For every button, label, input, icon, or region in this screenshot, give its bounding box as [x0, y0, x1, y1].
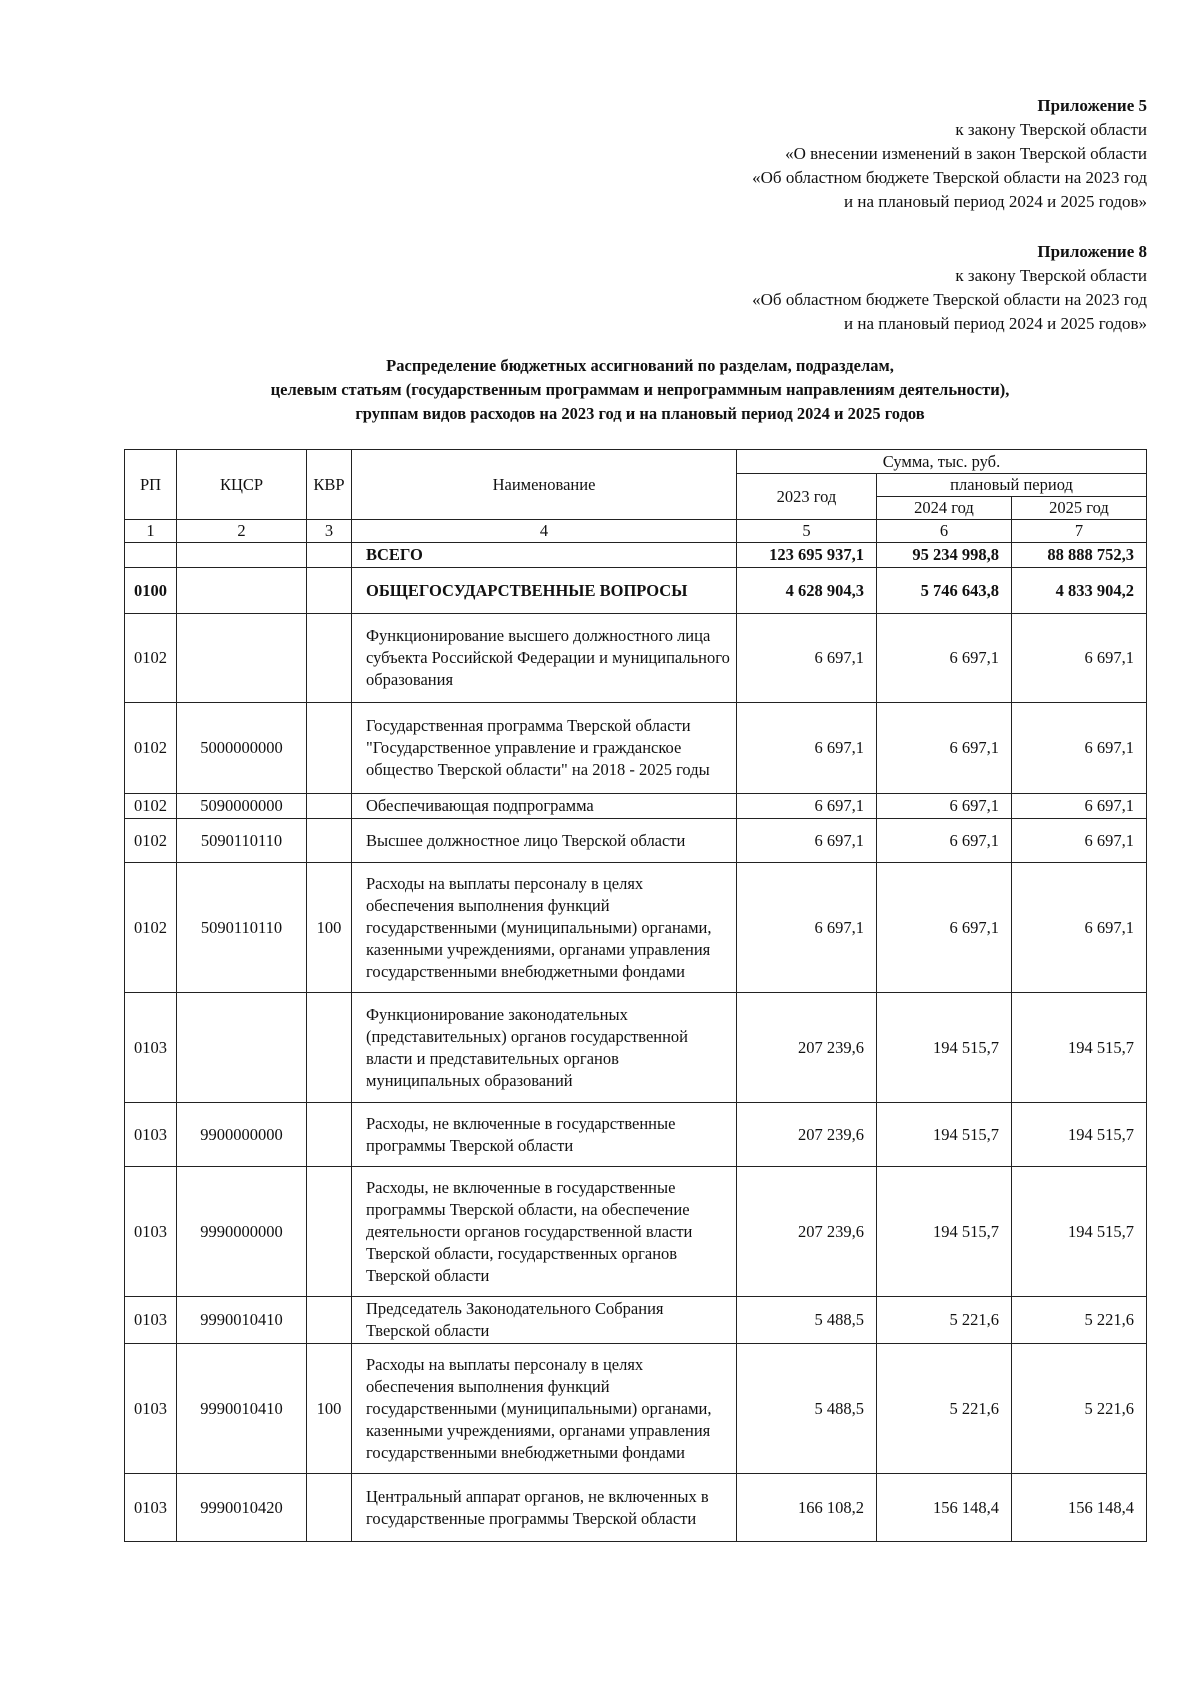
header-name: Наименование: [352, 450, 737, 520]
cell-name: ОБЩЕГОСУДАРСТВЕННЫЕ ВОПРОСЫ: [352, 568, 737, 614]
cell-2025: 156 148,4: [1012, 1474, 1147, 1542]
document-title: [0, 354, 1200, 426]
cell-name: Центральный аппарат органов, не включенных в государственные программы Тверской области: [352, 1474, 737, 1542]
cell-2024: 6 697,1: [877, 794, 1012, 819]
cell-2023: 166 108,2: [737, 1474, 877, 1542]
cell-name: Функционирование высшего должностного лица субъекта Российской Федерации и муниципального образования: [352, 614, 737, 703]
table-row: [125, 614, 1147, 703]
table-row: [125, 1103, 1147, 1167]
table-row: [125, 1167, 1147, 1297]
cell-2024: 5 221,6: [877, 1297, 1012, 1344]
cell-2023: 6 697,1: [737, 819, 877, 863]
appendix-5-title: Приложение 5: [1037, 96, 1147, 115]
cell-kvr: [307, 1103, 352, 1167]
cell-kvr: [307, 543, 352, 568]
table-row: [125, 863, 1147, 993]
cell-rp: 0100: [125, 568, 177, 614]
header-planned-period: плановый период: [877, 474, 1147, 497]
cell-kvr: [307, 1167, 352, 1297]
cell-2024: 194 515,7: [877, 1167, 1012, 1297]
cell-2025: 4 833 904,2: [1012, 568, 1147, 614]
cell-2025: 6 697,1: [1012, 863, 1147, 993]
cell-2025: 88 888 752,3: [1012, 543, 1147, 568]
budget-table: [124, 449, 1147, 1542]
cell-kcsr: [177, 993, 307, 1103]
col-number: 3: [307, 520, 352, 543]
col-number: 1: [125, 520, 177, 543]
cell-name: Высшее должностное лицо Тверской области: [352, 819, 737, 863]
cell-2023: 6 697,1: [737, 863, 877, 993]
table-row: [125, 1474, 1147, 1542]
cell-kcsr: 5090110110: [177, 863, 307, 993]
cell-2023: 207 239,6: [737, 1103, 877, 1167]
cell-2023: 207 239,6: [737, 993, 877, 1103]
appendix-5-line: «Об областном бюджете Тверской области на 2023 год: [752, 168, 1147, 187]
appendix-8-title: Приложение 8: [1037, 242, 1147, 261]
cell-kvr: [307, 794, 352, 819]
col-number: 7: [1012, 520, 1147, 543]
cell-name: Расходы, не включенные в государственные программы Тверской области: [352, 1103, 737, 1167]
table-body: [125, 543, 1147, 1542]
cell-rp: 0102: [125, 703, 177, 794]
cell-rp: 0103: [125, 1167, 177, 1297]
header-year-2025: 2025 год: [1012, 497, 1147, 520]
table-row: [125, 1297, 1147, 1344]
table-row: [125, 1344, 1147, 1474]
cell-2024: 6 697,1: [877, 819, 1012, 863]
cell-2024: 6 697,1: [877, 703, 1012, 794]
cell-2024: 5 221,6: [877, 1344, 1012, 1474]
cell-name: Обеспечивающая подпрограмма: [352, 794, 737, 819]
cell-2024: 156 148,4: [877, 1474, 1012, 1542]
col-number: 6: [877, 520, 1012, 543]
table-row: [125, 568, 1147, 614]
table-row: [125, 703, 1147, 794]
cell-kvr: 100: [307, 1344, 352, 1474]
cell-kcsr: 5090000000: [177, 794, 307, 819]
cell-kcsr: 9990000000: [177, 1167, 307, 1297]
cell-name: Председатель Законодательного Собрания Тверской области: [352, 1297, 737, 1344]
cell-rp: 0102: [125, 863, 177, 993]
cell-2023: 5 488,5: [737, 1344, 877, 1474]
cell-rp: 0102: [125, 819, 177, 863]
appendix-5-line: и на плановый период 2024 и 2025 годов»: [844, 192, 1147, 211]
table-row: [125, 543, 1147, 568]
cell-kcsr: 9990010420: [177, 1474, 307, 1542]
cell-2024: 194 515,7: [877, 1103, 1012, 1167]
cell-name: Функционирование законодательных (представительных) органов государственной власти и представительных органов муниципальных образований: [352, 993, 737, 1103]
header-kvr: КВР: [307, 450, 352, 520]
document-title-line: группам видов расходов на 2023 год и на плановый период 2024 и 2025 годов: [355, 404, 925, 423]
cell-name: ВСЕГО: [352, 543, 737, 568]
cell-name: Расходы на выплаты персоналу в целях обеспечения выполнения функций государственными (муниципальными) органами, казенными учреждениями, органами управления государственными внебюджетными фондами: [352, 1344, 737, 1474]
cell-rp: 0102: [125, 614, 177, 703]
header-year-2024: 2024 год: [877, 497, 1012, 520]
header-sum: Сумма, тыс. руб.: [737, 450, 1147, 474]
cell-kcsr: 9990010410: [177, 1297, 307, 1344]
cell-2023: 123 695 937,1: [737, 543, 877, 568]
cell-2025: 194 515,7: [1012, 1103, 1147, 1167]
appendix-5-line: к закону Тверской области: [955, 120, 1147, 139]
cell-rp: [125, 543, 177, 568]
cell-kcsr: 9900000000: [177, 1103, 307, 1167]
cell-kvr: [307, 614, 352, 703]
cell-2025: 194 515,7: [1012, 993, 1147, 1103]
appendix-8-line: к закону Тверской области: [955, 266, 1147, 285]
cell-kcsr: [177, 614, 307, 703]
cell-2023: 4 628 904,3: [737, 568, 877, 614]
document-title-line: целевым статьям (государственным программам и непрограммным направлениям деятельности),: [270, 380, 1010, 399]
cell-2023: 6 697,1: [737, 703, 877, 794]
cell-kvr: [307, 703, 352, 794]
col-number: 4: [352, 520, 737, 543]
cell-kvr: [307, 1297, 352, 1344]
cell-rp: 0103: [125, 1103, 177, 1167]
appendix-5-line: «О внесении изменений в закон Тверской области: [785, 144, 1147, 163]
cell-kvr: [307, 568, 352, 614]
header-year-2023: 2023 год: [737, 474, 877, 520]
header-rp: РП: [125, 450, 177, 520]
appendix-5-header: [752, 94, 1147, 214]
cell-kvr: [307, 993, 352, 1103]
cell-2025: 6 697,1: [1012, 614, 1147, 703]
cell-kvr: [307, 819, 352, 863]
cell-2025: 6 697,1: [1012, 703, 1147, 794]
cell-2025: 6 697,1: [1012, 819, 1147, 863]
cell-2024: 6 697,1: [877, 614, 1012, 703]
cell-name: Расходы на выплаты персоналу в целях обеспечения выполнения функций государственными (муниципальными) органами, казенными учреждениями, органами управления государственными внебюджетными фондами: [352, 863, 737, 993]
cell-2025: 6 697,1: [1012, 794, 1147, 819]
appendix-8-line: «Об областном бюджете Тверской области на 2023 год: [752, 290, 1147, 309]
cell-2025: 194 515,7: [1012, 1167, 1147, 1297]
cell-kcsr: 5090110110: [177, 819, 307, 863]
cell-name: Государственная программа Тверской области "Государственное управление и гражданское общество Тверской области" на 2018 - 2025 годы: [352, 703, 737, 794]
cell-2025: 5 221,6: [1012, 1297, 1147, 1344]
cell-kcsr: 9990010410: [177, 1344, 307, 1474]
cell-2024: 6 697,1: [877, 863, 1012, 993]
cell-kcsr: [177, 543, 307, 568]
cell-name: Расходы, не включенные в государственные программы Тверской области, на обеспечение деятельности органов государственной власти Тверской области, государственных органов Тверской области: [352, 1167, 737, 1297]
document-title-line: Распределение бюджетных ассигнований по разделам, подразделам,: [386, 356, 894, 375]
cell-rp: 0102: [125, 794, 177, 819]
cell-2023: 5 488,5: [737, 1297, 877, 1344]
appendix-8-header: [752, 240, 1147, 336]
table-row: [125, 819, 1147, 863]
cell-2024: 194 515,7: [877, 993, 1012, 1103]
cell-2023: 6 697,1: [737, 614, 877, 703]
cell-rp: 0103: [125, 993, 177, 1103]
col-number: 2: [177, 520, 307, 543]
appendix-8-line: и на плановый период 2024 и 2025 годов»: [844, 314, 1147, 333]
cell-kcsr: [177, 568, 307, 614]
cell-kcsr: 5000000000: [177, 703, 307, 794]
cell-rp: 0103: [125, 1344, 177, 1474]
cell-2024: 95 234 998,8: [877, 543, 1012, 568]
cell-2025: 5 221,6: [1012, 1344, 1147, 1474]
cell-rp: 0103: [125, 1474, 177, 1542]
cell-2024: 5 746 643,8: [877, 568, 1012, 614]
cell-rp: 0103: [125, 1297, 177, 1344]
col-number: 5: [737, 520, 877, 543]
table-row: [125, 993, 1147, 1103]
cell-2023: 207 239,6: [737, 1167, 877, 1297]
table-row: [125, 794, 1147, 819]
header-kcsr: КЦСР: [177, 450, 307, 520]
table-header: [125, 450, 1147, 543]
cell-2023: 6 697,1: [737, 794, 877, 819]
cell-kvr: [307, 1474, 352, 1542]
cell-kvr: 100: [307, 863, 352, 993]
